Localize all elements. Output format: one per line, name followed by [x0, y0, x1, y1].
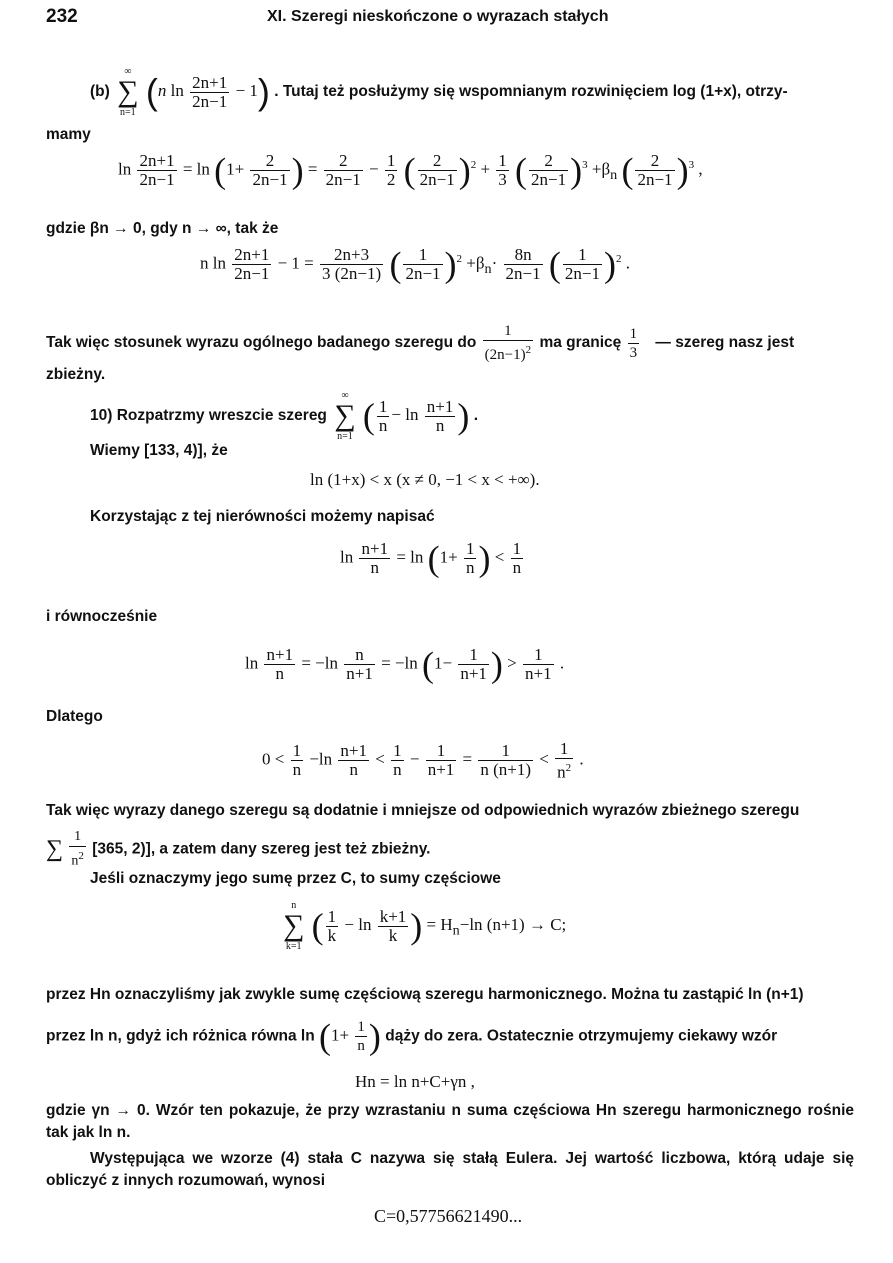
item-b-text: . Tutaj też posłużymy się wspomnianym rozwinięciem log (1+x), otrzy- — [274, 83, 788, 101]
sum-sign: ∞ ∑ n=1 — [117, 66, 139, 118]
tak-wiec-text: Tak więc stosunek wyrazu ogólnego badanego szeregu do — [46, 334, 477, 352]
szereg-nasz: — szereg nasz jest — [655, 334, 795, 352]
tak-wiec-line: Tak więc stosunek wyrazu ogólnego badanego szeregu do $\frac{1}{(2n-1)^2}$ ma granicę $\frac{1}{3}$ — szereg nasz jest — [46, 323, 795, 363]
gdzie-beta: gdzie βn → 0, gdy n → ∞, tak że — [46, 220, 279, 237]
przez-h-2-line: przez ln n, gdyż ich różnica równa ln (1+ $\frac{1}{n}$ ) dąży do zera. Ostatecznie otrzymujemy ciekawy wzór — [46, 1016, 778, 1057]
item-10-text: 10) Rozpatrzmy wreszcie szereg — [90, 407, 327, 425]
zbiezny: zbieżny. — [46, 366, 106, 383]
rownoczesnie: i równocześnie — [46, 608, 158, 625]
item-b-line: (b) ∞ ∑ n=1 (n ln $\frac{2n+1}{2n-1}$ − 1) . Tutaj też posłużymy się wspomnianym rozwinięciem log (1+x), otrzy- — [90, 66, 788, 118]
item-b-cont: mamy — [46, 126, 91, 143]
tak-wiec-2: Tak więc wyrazy danego szeregu są dodatnie i mniejsze od odpowiednich wyrazów zbieżnego szeregu — [46, 802, 800, 819]
expansion-equation: ln $\frac{2n+1}{2n-1}$ = ln (1+ $\frac{2}{2n-1}$ ) = $\frac{2}{2n-1}$ − $\frac{1}{2}$ ( $\frac{2}{2n-1}$ )$^2$ + $\frac{1}{3}$ ( $\frac{2}{2n-1}$ )$^3 +\beta_n$ ( $\frac{2}{2n-1}$ )$^3$ , — [118, 150, 703, 191]
ineq-3: 0 < $\frac{1}{n}$ −ln $\frac{n+1}{n}$ < $\frac{1}{n}$ − $\frac{1}{n+1}$ = $\frac{1}{n (n+1)}$ < $\frac{1}{n^2}$ . — [262, 739, 584, 782]
ineq-1: ln $\frac{n+1}{n}$ = ln (1+ $\frac{1}{n}$ ) < $\frac{1}{n}$ — [340, 538, 522, 579]
page-number: 232 — [46, 6, 78, 27]
przez-h-2a: przez ln n, gdyż ich różnica równa ln — [46, 1027, 315, 1045]
item-10-line: 10) Rozpatrzmy wreszcie szereg ∞ ∑ n=1 ( $\frac{1}{n}$ − ln $\frac{n+1}{n}$ ) . — [90, 390, 479, 442]
partial-sum-equation: n ∑ k=1 ( $\frac{1}{k}$ − ln $\frac{k+1}{k}$ ) = $H_n-\ln$ (n+1) → C; — [283, 900, 567, 952]
ref-365: [365, 2)], a zatem dany szereg jest też zbieżny. — [92, 840, 431, 858]
chapter-title: XI. Szeregi nieskończone o wyrazach stałych — [267, 8, 609, 25]
jesli: Jeśli oznaczymy jego sumę przez C, to sumy częściowe — [90, 870, 501, 887]
przez-h-2b: dąży do zera. Ostatecznie otrzymujemy ciekawy wzór — [385, 1027, 778, 1045]
ma-granice: ma granicę — [539, 334, 622, 352]
przez-h-1: przez Hn oznaczyliśmy jak zwykle sumę częściową szeregu harmonicznego. Można tu zastąpić ln (n+1) — [46, 986, 804, 1003]
dlatego: Dlatego — [46, 708, 103, 725]
formula-h: Hn = ln n+C+γn , — [355, 1072, 475, 1091]
ref-365-line: ∑ $\frac{1}{n^2}$ [365, 2)], a zatem dany szereg jest też zbieżny. — [46, 829, 431, 869]
log-inequality: ln (1+x) < x (x ≠ 0, −1 < x < +∞). — [310, 470, 540, 489]
n-ln-equation: n ln $\frac{2n+1}{2n-1}$ − 1 = $\frac{2n+3}{3 (2n-1)}$ ( $\frac{1}{2n-1}$ )$^2 +\beta_n\cdot$ $\frac{8n}{2n-1}$ ( $\frac{1}{2n-1}$ )$^2$ . — [200, 244, 630, 285]
gdzie-gamma: gdzie γn → 0. Wzór ten pokazuje, że przy wzrastaniu n suma częściowa Hn szeregu harmonicznego rośnie tak jak ln n. — [46, 1102, 854, 1141]
euler-value: C=0,57756621490... — [374, 1206, 523, 1226]
ineq-2: ln $\frac{n+1}{n}$ = −ln $\frac{n}{n+1}$ = −ln (1− $\frac{1}{n+1}$ ) > $\frac{1}{n+1}$ . — [245, 644, 565, 685]
wiemy: Wiemy [133, 4)], że — [90, 442, 228, 459]
wystepujaca: Występująca we wzorze (4) stała C nazywa się stałą Eulera. Jej wartość liczbowa, którą udaje się obliczyć z innych rozumowań, wynosi — [46, 1150, 854, 1189]
item-b-label: (b) — [90, 83, 110, 101]
korzystajac: Korzystając z tej nierówności możemy napisać — [90, 508, 435, 525]
fraction: $\frac{2n+1}{2n-1}$ — [192, 72, 228, 111]
